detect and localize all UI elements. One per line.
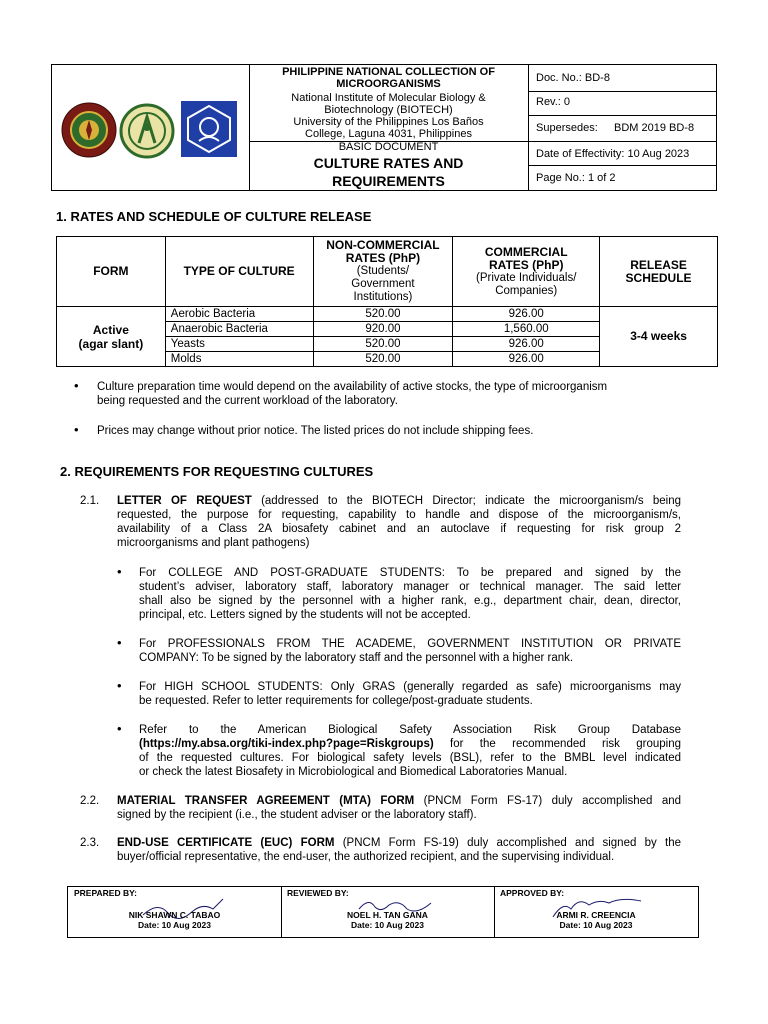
release-schedule-cell: 3-4 weeks <box>600 307 718 367</box>
doc-number: Doc. No.: BD-8 <box>536 72 610 84</box>
approved-by-block <box>494 887 698 937</box>
supersedes-value: BDM 2019 BD-8 <box>614 122 695 134</box>
table-row <box>57 307 718 322</box>
header-divider <box>528 165 717 166</box>
effectivity-date: Date of Effectivity: 10 Aug 2023 <box>536 148 690 160</box>
reviewed-by-date: Date: 10 Aug 2023 <box>351 920 424 930</box>
form-cell: Active (agar slant) <box>57 307 166 367</box>
approved-by-date: Date: 10 Aug 2023 <box>559 920 633 930</box>
rates-table <box>56 236 718 367</box>
document-title: CULTURE RATES AND <box>313 155 464 171</box>
commercial-rate-cell: 926.00 <box>453 307 600 322</box>
item-text: END-USE CERTIFICATE (EUC) FORM (PNCM Form FS-19) duly accomplished and signed by the buyer/official representative, the end-user, the authorized recipient, and the supervising individual. <box>117 837 681 863</box>
prepared-by-date: Date: 10 Aug 2023 <box>138 920 211 930</box>
page-number: Page No.: 1 of 2 <box>536 172 616 184</box>
riskgroup-database-link[interactable]: (https://my.absa.org/tiki-index.php?page=Riskgroups) <box>139 738 434 750</box>
bullet-text: Culture preparation time would depend on the availability of active stocks, the type of microorganism being requested and the current workload of the laboratory. <box>97 381 608 407</box>
bullet-text: For COLLEGE AND POST-GRADUATE STUDENTS: To be prepared and signed by the student’s adviser, laboratory staff, laboratory manager or technical manager. The said letter shall also be signed by the personnel with a higher rank, e.g., department chair, dean, director, principal, etc. Letters signed by the students will not be accepted. <box>139 567 681 621</box>
culture-type-cell: Aerobic Bacteria <box>165 307 313 322</box>
university-address: College, Laguna 4031, Philippines <box>305 128 472 140</box>
item-text: MATERIAL TRANSFER AGREEMENT (MTA) FORM (PNCM Form FS-17) duly accomplished and signed by the recipient (i.e., the student adviser or the laboratory staff). <box>117 795 682 821</box>
culture-type-cell: Anaerobic Bacteria <box>165 322 313 337</box>
bullet-dot: • <box>117 721 122 736</box>
commercial-rate-cell: 926.00 <box>453 337 600 352</box>
noncommercial-rate-cell: 520.00 <box>313 337 453 352</box>
header-divider <box>528 115 717 116</box>
item-number: 2.1. <box>80 495 100 507</box>
item-text: LETTER OF REQUEST (addressed to the BIOTECH Director; indicate the microorganism/s being requested, the purpose for requesting, capability to handle and dispose of the microorganism/s, availability of a Class 2A biosafety cabinet and an autoclave if requesting for risk group 2 microorganisms and plant pathogens) <box>117 495 681 549</box>
commercial-rate-cell: 926.00 <box>453 352 600 367</box>
section-title: 1. RATES AND SCHEDULE OF CULTURE RELEASE <box>56 209 372 224</box>
org-name: PHILIPPINE NATIONAL COLLECTION OF <box>282 66 495 78</box>
institute-name: Biotechnology (BIOTECH) <box>324 104 453 116</box>
section-title: 2. REQUIREMENTS FOR REQUESTING CULTURES <box>60 464 374 479</box>
bullet-dot: • <box>74 378 79 393</box>
bullet-text: For HIGH SCHOOL STUDENTS: Only GRAS (generally regarded as safe) microorganisms may be requested. Refer to letter requirements for college/post-graduate students. <box>139 681 681 707</box>
commercial-rate-cell: 1,560.00 <box>453 322 600 337</box>
prepared-by-name: NIK SHAWN C. TABAO <box>128 910 221 920</box>
item-number: 2.3. <box>80 837 100 849</box>
document-header <box>51 64 717 191</box>
noncommercial-rate-cell: 920.00 <box>313 322 453 337</box>
header-divider <box>528 65 529 190</box>
pncm-logo <box>181 101 237 157</box>
bullet-dot: • <box>117 564 122 579</box>
col-header-noncommercial: NON-COMMERCIAL RATES (PhP) (Students/ Government Institutions) <box>313 237 453 307</box>
header-divider <box>528 141 717 142</box>
up-seal-logo <box>60 101 118 159</box>
reviewed-by-name: NOEL H. TAN GANA <box>347 910 428 920</box>
col-header-form: FORM <box>57 237 166 307</box>
noncommercial-rate-cell: 520.00 <box>313 307 453 322</box>
org-name: MICROORGANISMS <box>336 78 441 90</box>
bullet-text: For PROFESSIONALS FROM THE ACADEME, GOVERNMENT INSTITUTION OR PRIVATE COMPANY: To be signed by the laboratory staff and the personnel with a higher rank. <box>139 638 681 664</box>
approved-by-label: APPROVED BY: <box>500 888 565 898</box>
header-divider <box>528 91 717 92</box>
noncommercial-rate-cell: 520.00 <box>313 352 453 367</box>
col-header-release: RELEASE SCHEDULE <box>600 237 718 307</box>
col-header-commercial: COMMERCIAL RATES (PhP) (Private Individuals/ Companies) <box>453 237 600 307</box>
culture-type-cell: Yeasts <box>165 337 313 352</box>
reviewed-by-label: REVIEWED BY: <box>287 888 349 898</box>
col-header-type: TYPE OF CULTURE <box>165 237 313 307</box>
supersedes-label: Supersedes: <box>536 122 598 134</box>
prepared-by-block <box>68 887 282 937</box>
bullet-dot: • <box>74 422 79 437</box>
university-name: University of the Philippines Los Baños <box>293 116 484 128</box>
approved-by-name: ARMI R. CREENCIA <box>556 910 636 920</box>
bullet-dot: • <box>117 635 122 650</box>
prepared-by-label: PREPARED BY: <box>74 888 137 898</box>
item-number: 2.2. <box>80 795 100 807</box>
culture-type-cell: Molds <box>165 352 313 367</box>
reviewed-by-block <box>281 887 495 937</box>
biotech-logo <box>119 103 175 159</box>
institute-name: National Institute of Molecular Biology & <box>291 92 486 104</box>
document-type: BASIC DOCUMENT <box>338 141 439 153</box>
table-header-row <box>57 237 718 307</box>
bullet-text: Refer to the American Biological Safety Association Risk Group Database (https://my.absa.org/tiki-index.php?page=Riskgroups) for the recommended risk grouping of the requested cultures. For biological safety levels (BSL), refer to the BMBL level indicated or check the latest Biosafety in Microbiological and Biomedical Laboratories Manual. <box>139 724 681 778</box>
bullet-dot: • <box>117 678 122 693</box>
revision: Rev.: 0 <box>536 96 571 108</box>
approval-footer <box>67 886 699 938</box>
bullet-text: Prices may change without prior notice. The listed prices do not include shipping fees. <box>97 425 534 437</box>
document-title: REQUIREMENTS <box>332 173 445 189</box>
